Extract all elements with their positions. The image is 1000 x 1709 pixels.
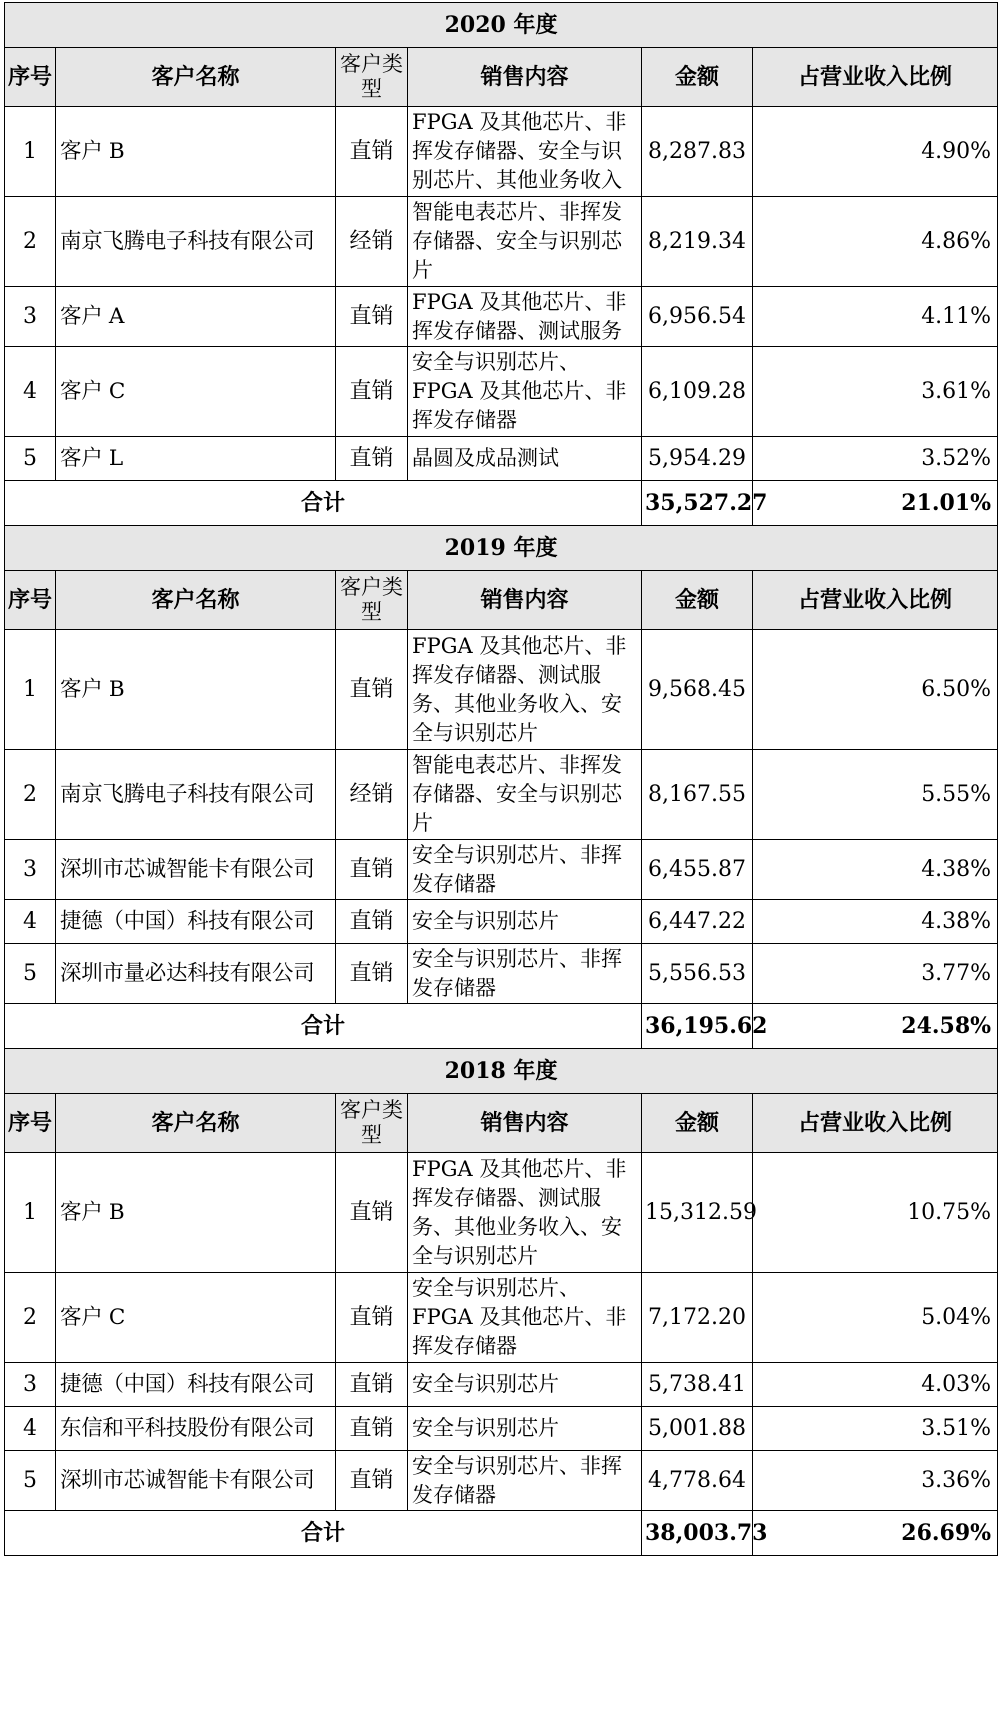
row-amount: 5,001.88 xyxy=(642,1407,753,1451)
header-content: 销售内容 xyxy=(408,1094,642,1153)
row-content: 安全与识别芯片、非挥发存储器 xyxy=(408,944,642,1004)
header-ratio: 占营业收入比例 xyxy=(753,48,998,107)
row-customer: 捷德（中国）科技有限公司 xyxy=(56,900,336,944)
row-type: 直销 xyxy=(336,840,408,900)
row-index: 3 xyxy=(5,287,56,347)
row-amount: 5,738.41 xyxy=(642,1363,753,1407)
row-ratio: 5.04% xyxy=(753,1273,998,1363)
total-row xyxy=(5,481,998,526)
row-customer: 南京飞腾电子科技有限公司 xyxy=(56,750,336,840)
row-index: 1 xyxy=(5,1153,56,1273)
table-row xyxy=(5,750,998,840)
row-index: 2 xyxy=(5,1273,56,1363)
row-amount: 6,447.22 xyxy=(642,900,753,944)
row-amount: 8,167.55 xyxy=(642,750,753,840)
row-customer: 深圳市芯诚智能卡有限公司 xyxy=(56,840,336,900)
header-customer: 客户名称 xyxy=(56,571,336,630)
row-customer: 客户 C xyxy=(56,347,336,437)
row-ratio: 4.86% xyxy=(753,197,998,287)
total-ratio: 21.01% xyxy=(753,481,998,526)
header-index: 序号 xyxy=(5,571,56,630)
row-ratio: 4.11% xyxy=(753,287,998,347)
row-ratio: 5.55% xyxy=(753,750,998,840)
row-type: 直销 xyxy=(336,347,408,437)
row-type: 直销 xyxy=(336,107,408,197)
table-row xyxy=(5,1363,998,1407)
row-type: 直销 xyxy=(336,1451,408,1511)
total-amount: 38,003.73 xyxy=(642,1511,753,1556)
row-amount: 5,954.29 xyxy=(642,437,753,481)
row-amount: 15,312.59 xyxy=(642,1153,753,1273)
row-index: 3 xyxy=(5,1363,56,1407)
row-customer: 南京飞腾电子科技有限公司 xyxy=(56,197,336,287)
row-type: 直销 xyxy=(336,1153,408,1273)
row-ratio: 3.61% xyxy=(753,347,998,437)
row-ratio: 3.51% xyxy=(753,1407,998,1451)
row-content: 安全与识别芯片 xyxy=(408,900,642,944)
row-ratio: 3.36% xyxy=(753,1451,998,1511)
table-row xyxy=(5,944,998,1004)
row-type: 直销 xyxy=(336,437,408,481)
row-index: 2 xyxy=(5,750,56,840)
row-customer: 东信和平科技股份有限公司 xyxy=(56,1407,336,1451)
row-index: 5 xyxy=(5,437,56,481)
table-row xyxy=(5,437,998,481)
row-content: FPGA 及其他芯片、非挥发存储器、测试服务、其他业务收入、安全与识别芯片 xyxy=(408,630,642,750)
row-customer: 客户 A xyxy=(56,287,336,347)
header-index: 序号 xyxy=(5,1094,56,1153)
row-type: 直销 xyxy=(336,1407,408,1451)
row-customer: 深圳市芯诚智能卡有限公司 xyxy=(56,1451,336,1511)
header-type: 客户类型 xyxy=(336,571,408,630)
row-ratio: 10.75% xyxy=(753,1153,998,1273)
header-row xyxy=(5,48,998,107)
table-row xyxy=(5,1153,998,1273)
row-amount: 6,455.87 xyxy=(642,840,753,900)
row-index: 2 xyxy=(5,197,56,287)
row-type: 直销 xyxy=(336,944,408,1004)
row-ratio: 4.03% xyxy=(753,1363,998,1407)
header-ratio: 占营业收入比例 xyxy=(753,571,998,630)
row-amount: 5,556.53 xyxy=(642,944,753,1004)
header-row xyxy=(5,1094,998,1153)
row-customer: 客户 C xyxy=(56,1273,336,1363)
header-amount: 金额 xyxy=(642,48,753,107)
section-year-row xyxy=(5,526,998,571)
row-content: 安全与识别芯片 xyxy=(408,1363,642,1407)
table-row xyxy=(5,630,998,750)
row-ratio: 4.90% xyxy=(753,107,998,197)
total-label: 合计 xyxy=(5,1511,642,1556)
header-type: 客户类型 xyxy=(336,1094,408,1153)
row-index: 5 xyxy=(5,944,56,1004)
table-row xyxy=(5,287,998,347)
table-row xyxy=(5,1407,998,1451)
row-customer: 客户 L xyxy=(56,437,336,481)
section-year-title: 2018 年度 xyxy=(5,1049,998,1094)
table-row xyxy=(5,347,998,437)
header-row xyxy=(5,571,998,630)
row-type: 直销 xyxy=(336,1273,408,1363)
total-ratio: 24.58% xyxy=(753,1004,998,1049)
row-customer: 捷德（中国）科技有限公司 xyxy=(56,1363,336,1407)
section-year-row xyxy=(5,1049,998,1094)
total-ratio: 26.69% xyxy=(753,1511,998,1556)
total-row xyxy=(5,1511,998,1556)
row-content: FPGA 及其他芯片、非挥发存储器、安全与识别芯片、其他业务收入 xyxy=(408,107,642,197)
row-amount: 9,568.45 xyxy=(642,630,753,750)
row-ratio: 4.38% xyxy=(753,900,998,944)
row-ratio: 4.38% xyxy=(753,840,998,900)
row-amount: 6,109.28 xyxy=(642,347,753,437)
row-amount: 6,956.54 xyxy=(642,287,753,347)
header-customer: 客户名称 xyxy=(56,1094,336,1153)
row-content: FPGA 及其他芯片、非挥发存储器、测试服务 xyxy=(408,287,642,347)
row-customer: 客户 B xyxy=(56,630,336,750)
row-ratio: 6.50% xyxy=(753,630,998,750)
row-content: 安全与识别芯片、FPGA 及其他芯片、非挥发存储器 xyxy=(408,1273,642,1363)
row-index: 4 xyxy=(5,1407,56,1451)
row-type: 直销 xyxy=(336,287,408,347)
total-row xyxy=(5,1004,998,1049)
top-customers-table xyxy=(4,2,998,1556)
total-amount: 36,195.62 xyxy=(642,1004,753,1049)
header-amount: 金额 xyxy=(642,571,753,630)
row-type: 直销 xyxy=(336,630,408,750)
row-customer: 客户 B xyxy=(56,1153,336,1273)
header-type: 客户类型 xyxy=(336,48,408,107)
section-year-title: 2019 年度 xyxy=(5,526,998,571)
row-amount: 8,219.34 xyxy=(642,197,753,287)
row-content: 智能电表芯片、非挥发存储器、安全与识别芯片 xyxy=(408,750,642,840)
header-ratio: 占营业收入比例 xyxy=(753,1094,998,1153)
header-content: 销售内容 xyxy=(408,571,642,630)
header-index: 序号 xyxy=(5,48,56,107)
row-customer: 客户 B xyxy=(56,107,336,197)
row-index: 1 xyxy=(5,107,56,197)
row-index: 3 xyxy=(5,840,56,900)
header-customer: 客户名称 xyxy=(56,48,336,107)
section-year-row xyxy=(5,3,998,48)
row-ratio: 3.77% xyxy=(753,944,998,1004)
section-year-title: 2020 年度 xyxy=(5,3,998,48)
row-type: 经销 xyxy=(336,197,408,287)
row-index: 1 xyxy=(5,630,56,750)
total-amount: 35,527.27 xyxy=(642,481,753,526)
row-index: 4 xyxy=(5,900,56,944)
table-row xyxy=(5,197,998,287)
total-label: 合计 xyxy=(5,481,642,526)
row-amount: 8,287.83 xyxy=(642,107,753,197)
table-row xyxy=(5,107,998,197)
row-index: 5 xyxy=(5,1451,56,1511)
row-index: 4 xyxy=(5,347,56,437)
row-content: 安全与识别芯片、FPGA 及其他芯片、非挥发存储器 xyxy=(408,347,642,437)
table-row xyxy=(5,1451,998,1511)
row-content: 智能电表芯片、非挥发存储器、安全与识别芯片 xyxy=(408,197,642,287)
row-type: 经销 xyxy=(336,750,408,840)
row-customer: 深圳市量必达科技有限公司 xyxy=(56,944,336,1004)
table-row xyxy=(5,1273,998,1363)
row-amount: 4,778.64 xyxy=(642,1451,753,1511)
header-amount: 金额 xyxy=(642,1094,753,1153)
row-content: FPGA 及其他芯片、非挥发存储器、测试服务、其他业务收入、安全与识别芯片 xyxy=(408,1153,642,1273)
row-content: 安全与识别芯片、非挥发存储器 xyxy=(408,1451,642,1511)
row-content: 安全与识别芯片、非挥发存储器 xyxy=(408,840,642,900)
table-row xyxy=(5,840,998,900)
table-row xyxy=(5,900,998,944)
row-type: 直销 xyxy=(336,1363,408,1407)
row-amount: 7,172.20 xyxy=(642,1273,753,1363)
row-ratio: 3.52% xyxy=(753,437,998,481)
row-content: 晶圆及成品测试 xyxy=(408,437,642,481)
row-type: 直销 xyxy=(336,900,408,944)
header-content: 销售内容 xyxy=(408,48,642,107)
total-label: 合计 xyxy=(5,1004,642,1049)
row-content: 安全与识别芯片 xyxy=(408,1407,642,1451)
